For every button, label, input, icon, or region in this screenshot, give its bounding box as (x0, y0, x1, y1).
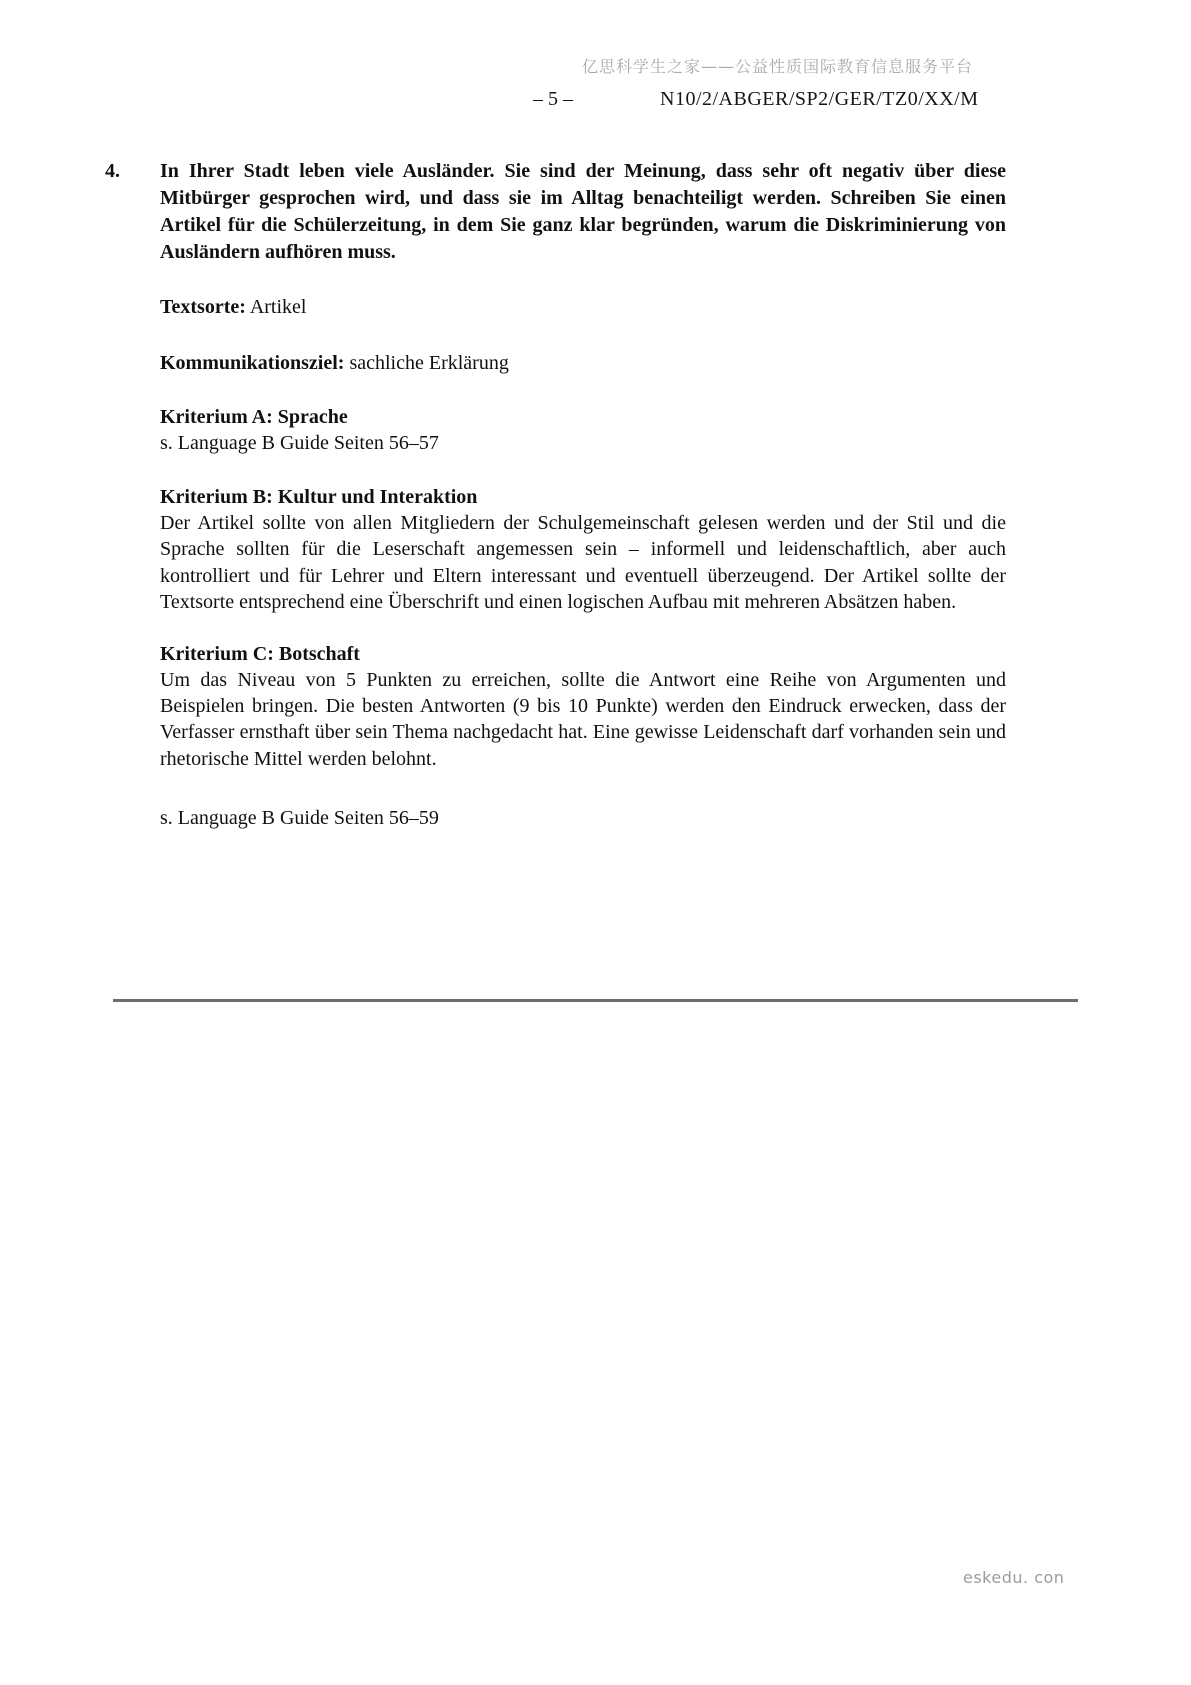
kriterium-b-heading: Kriterium B: Kultur und Interaktion (160, 486, 478, 509)
kommunikationsziel-value: sachliche Erklärung (349, 352, 509, 374)
document-body (105, 158, 1006, 831)
bottom-watermark: eskedu. con (963, 1568, 1065, 1587)
kommunikationsziel-line (160, 350, 1006, 376)
top-watermark: 亿思科学生之家——公益性质国际教育信息服务平台 (581, 57, 973, 76)
kriterium-c-heading: Kriterium C: Botschaft (160, 643, 360, 666)
textsorte-line (160, 294, 1006, 320)
kommunikationsziel-label: Kommunikationsziel: (160, 352, 345, 374)
kriterium-a-heading: Kriterium A: Sprache (160, 406, 348, 428)
horizontal-divider (113, 999, 1078, 1002)
task-prompt: In Ihrer Stadt leben viele Ausländer. Sie sind der Meinung, dass sehr oft negativ über diese Mitbürger gesprochen wird, und dass sie im Alltag benachteiligt werden. Schreiben Sie einen Artikel für die Schülerzeitung, in dem Sie ganz klar begründen, warum die Diskriminierung von Ausländern aufhören muss. (160, 160, 1006, 263)
task-body (160, 158, 1006, 831)
textsorte-value: Artikel (249, 296, 307, 318)
kriterium-a-section (160, 404, 1006, 456)
task-4 (105, 158, 1006, 831)
kriterium-a-body: s. Language B Guide Seiten 56–57 (160, 432, 439, 454)
kriterium-b-section (160, 484, 1006, 615)
guide-reference: s. Language B Guide Seiten 56–59 (160, 806, 439, 829)
kriterium-c-section (160, 641, 1006, 772)
page-number: – 5 – (533, 88, 573, 110)
kriterium-b-body: Der Artikel sollte von allen Mitgliedern der Schulgemeinschaft gelesen werden und der Stil und die Sprache sollten für die Leserschaft angemessen sein – informell und leidenschaftlich, aber auch kontrolliert und für Lehrer und Eltern interessant und eventuell überzeugend. Der Artikel sollte der Textsorte entsprechend eine Überschrift und einen logischen Aufbau mit mehreren Absätzen haben. (160, 512, 1006, 613)
textsorte-label: Textsorte: (160, 296, 246, 318)
kriterium-c-body: Um das Niveau von 5 Punkten zu erreichen, sollte die Antwort eine Reihe von Argumenten und Beispielen bringen. Die besten Antworten (9 bis 10 Punkte) werden den Eindruck erwecken, dass der Verfasser ernsthaft über sein Thema nachgedacht hat. Eine gewisse Leidenschaft darf vorhanden sein und rhetorische Mittel werden belohnt. (160, 669, 1006, 770)
exam-code: N10/2/ABGER/SP2/GER/TZ0/XX/M (660, 88, 979, 110)
task-number: 4. (105, 160, 120, 182)
